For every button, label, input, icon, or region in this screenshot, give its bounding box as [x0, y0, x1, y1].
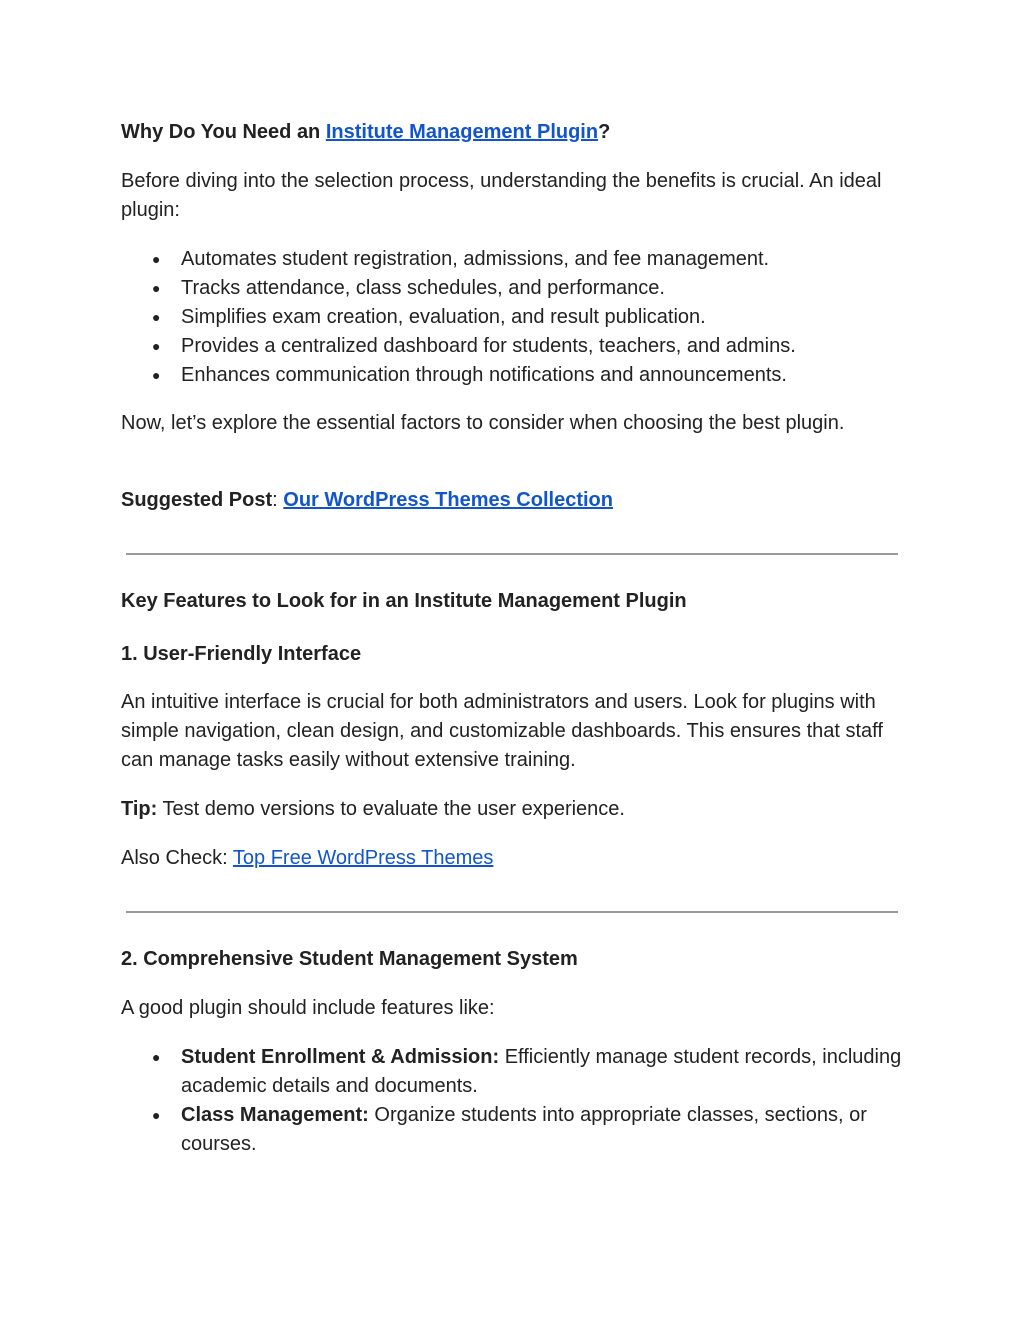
- section-heading-key-features: Key Features to Look for in an Institute Management Plugin: [121, 590, 687, 612]
- horizontal-divider: [126, 553, 898, 555]
- bullet-icon: ●: [152, 280, 161, 296]
- tip-text: Test demo versions to evaluate the user experience.: [157, 798, 625, 820]
- list-item: [121, 1043, 906, 1101]
- heading-text: Why Do You Need an: [121, 121, 326, 143]
- horizontal-divider: [126, 911, 898, 913]
- intro-paragraph: Before diving into the selection process, understanding the benefits is crucial. An ideal plugin:: [121, 170, 882, 221]
- bullet-icon: ●: [152, 338, 161, 354]
- bullet-icon: ●: [152, 1107, 161, 1123]
- also-check: [121, 844, 906, 873]
- top-free-themes-link[interactable]: Top Free WordPress Themes: [232, 847, 494, 869]
- list-item-text: Provides a centralized dashboard for students, teachers, and admins.: [181, 335, 796, 357]
- bullet-icon: ●: [152, 1049, 161, 1065]
- bullet-icon: ●: [152, 251, 161, 267]
- list-item: [121, 245, 906, 274]
- list-item-text: Organize students into appropriate classes, sections, or courses.: [181, 1104, 867, 1155]
- section-heading-why: [121, 118, 906, 147]
- suggested-separator: :: [272, 489, 278, 511]
- list-item-label: Student Enrollment & Admission:: [181, 1046, 500, 1068]
- suggested-label: Suggested Post: [121, 489, 273, 511]
- list-item-text: Enhances communication through notifications and announcements.: [181, 364, 787, 386]
- list-item: [121, 332, 906, 361]
- subheading-user-friendly: 1. User-Friendly Interface: [121, 643, 362, 665]
- list-item: [121, 303, 906, 332]
- also-check-label: Also Check:: [121, 847, 233, 869]
- list-item-text: Tracks attendance, class schedules, and performance.: [181, 277, 665, 299]
- outro-paragraph: Now, let’s explore the essential factors to consider when choosing the best plugin.: [121, 412, 845, 434]
- list-item-text: Simplifies exam creation, evaluation, and result publication.: [181, 306, 706, 328]
- tip-paragraph: [121, 795, 906, 824]
- wordpress-themes-collection-link[interactable]: Our WordPress Themes Collection: [283, 489, 613, 511]
- list-item: [121, 1101, 906, 1159]
- heading-suffix: ?: [598, 121, 611, 143]
- list-item: [121, 361, 906, 390]
- list-item-text: Efficiently manage student records, including academic details and documents.: [181, 1046, 902, 1097]
- institute-plugin-link[interactable]: Institute Management Plugin: [325, 121, 599, 143]
- benefits-list: [121, 245, 906, 390]
- bullet-icon: ●: [152, 367, 161, 383]
- features-list: [121, 1043, 906, 1159]
- features-intro: A good plugin should include features like:: [121, 997, 495, 1019]
- tip-label: Tip:: [121, 798, 158, 820]
- section-heading-student-management: 2. Comprehensive Student Management System: [121, 948, 578, 970]
- interface-paragraph: An intuitive interface is crucial for both administrators and users. Look for plugins with simple navigation, clean design, and customizable dashboards. This ensures that staff can manage tasks easily without extensive training.: [121, 691, 883, 771]
- bullet-icon: ●: [152, 309, 161, 325]
- list-item-label: Class Management:: [181, 1104, 369, 1126]
- list-item-text: Automates student registration, admissions, and fee management.: [181, 248, 770, 270]
- list-item: [121, 274, 906, 303]
- suggested-post: [121, 486, 906, 515]
